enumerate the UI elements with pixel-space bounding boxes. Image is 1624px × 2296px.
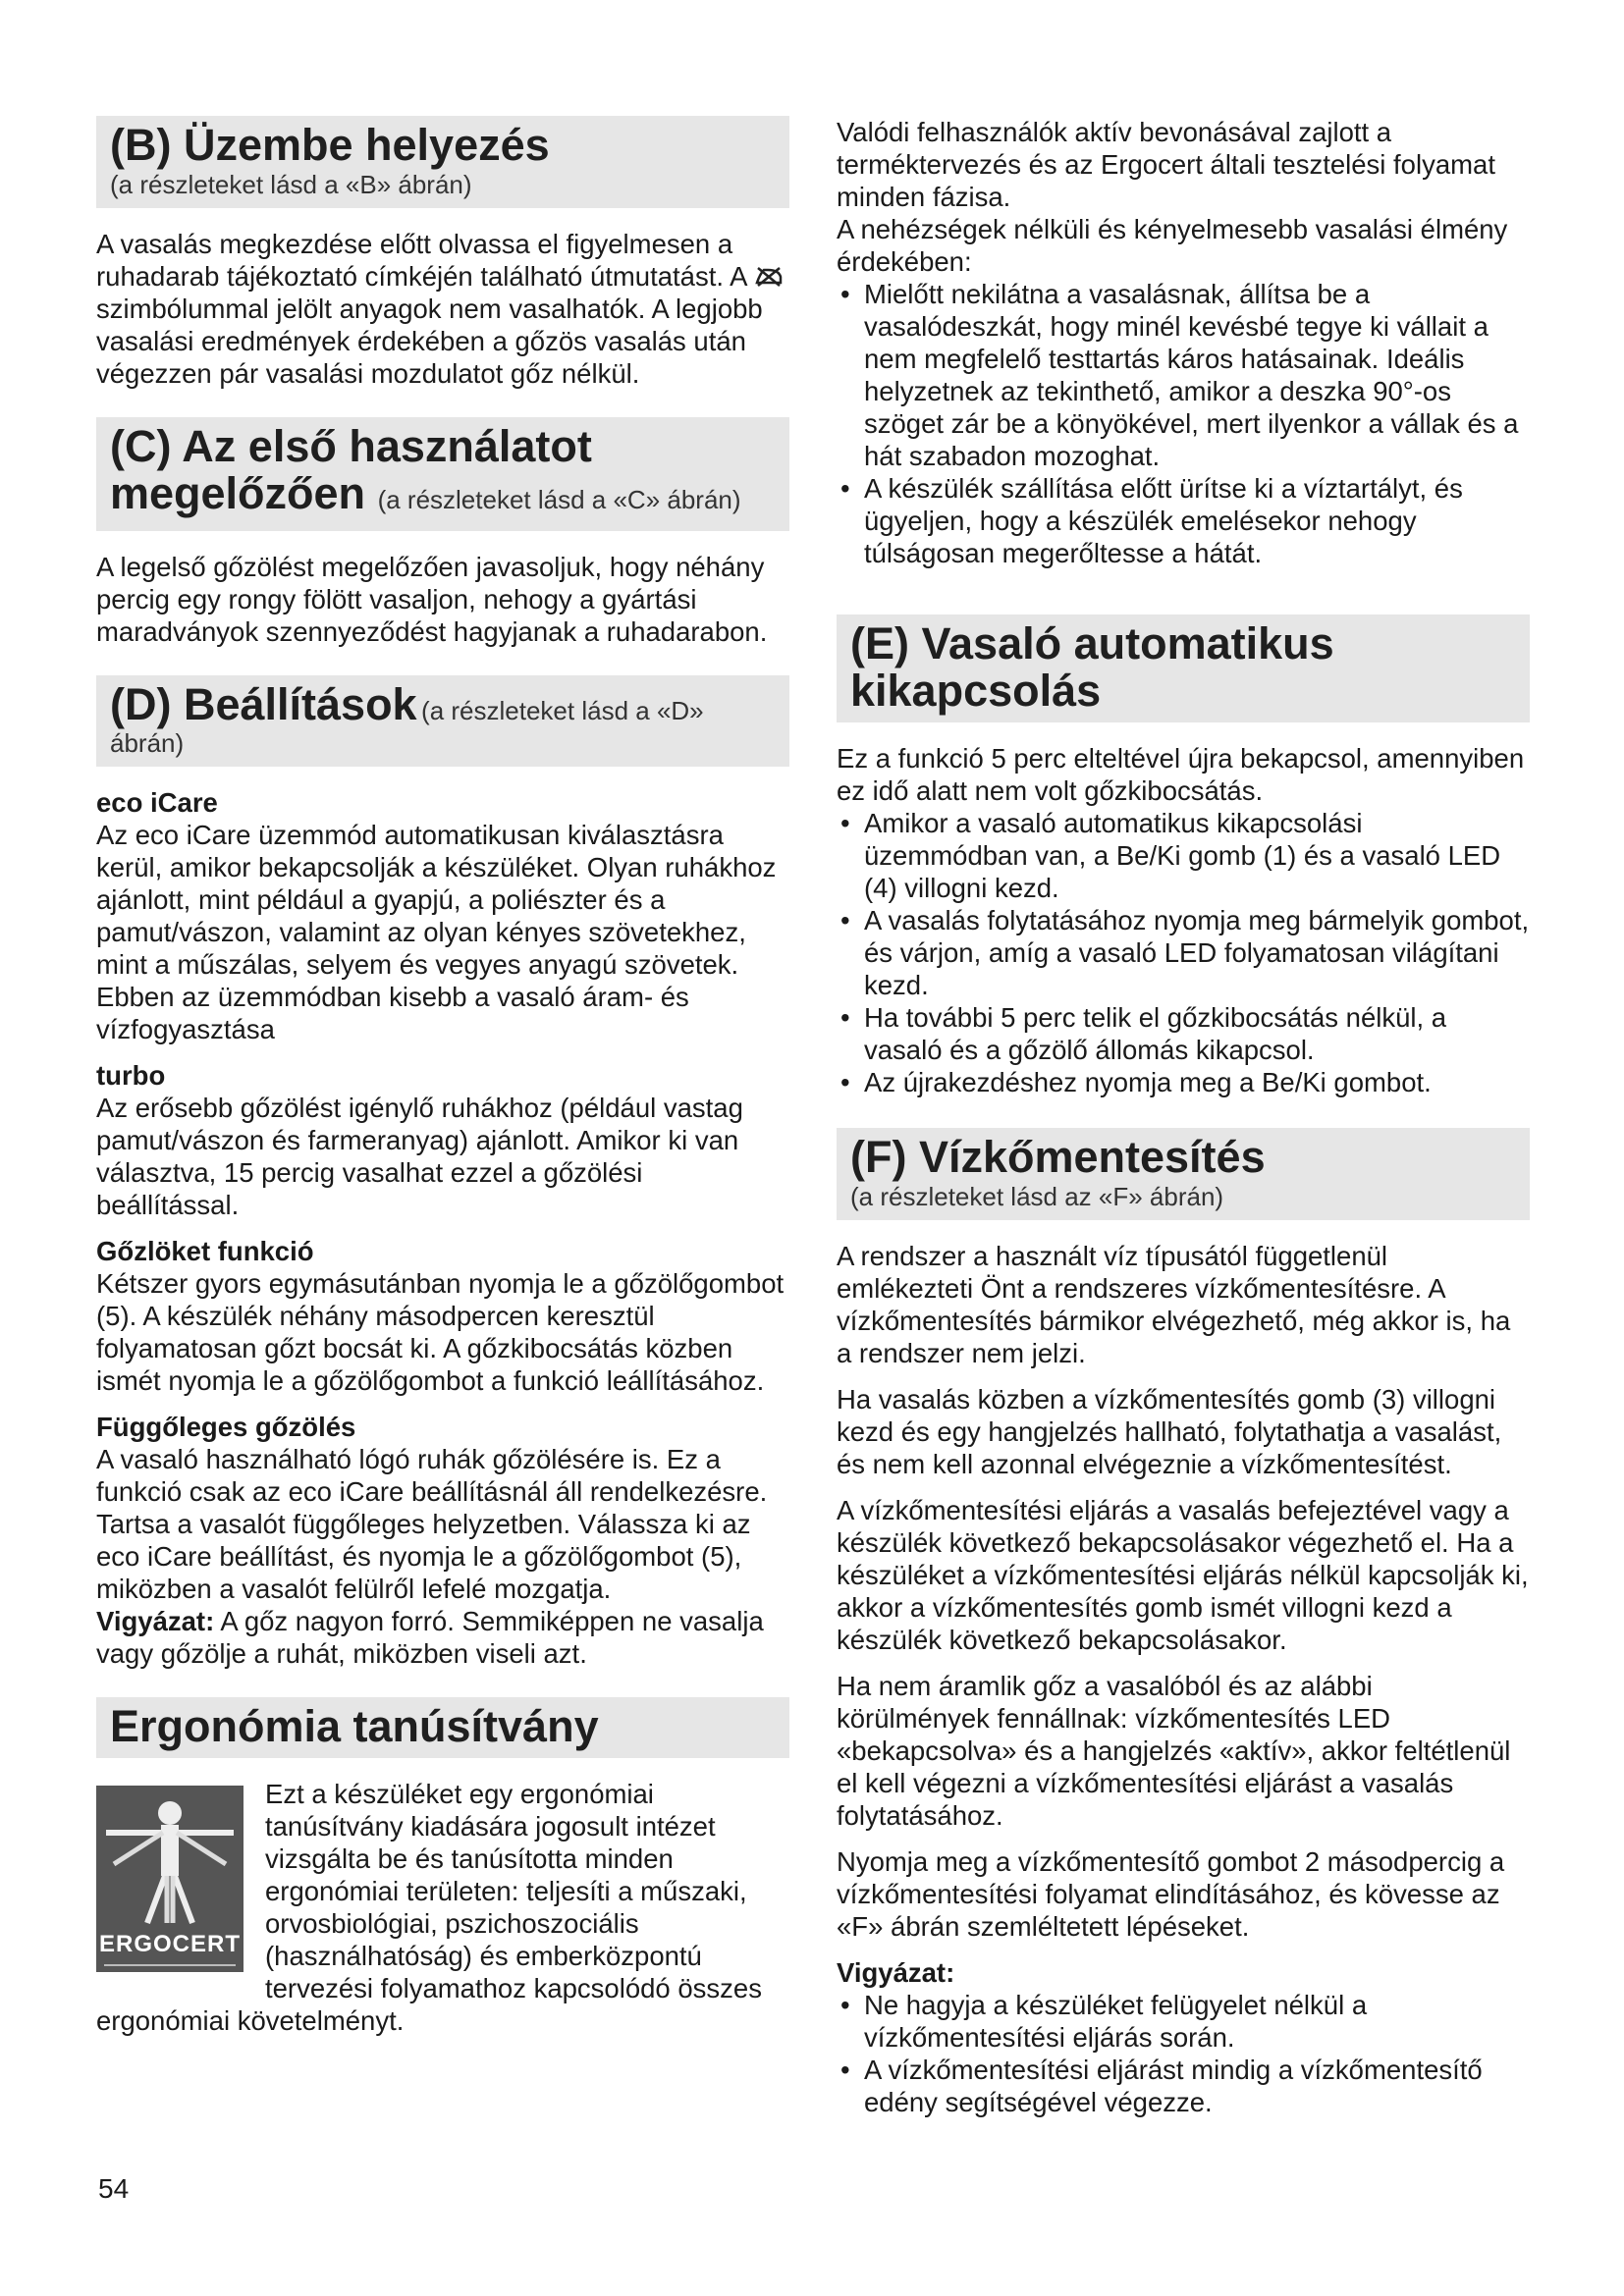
d-warning	[96, 1605, 789, 1670]
section-d-title: (D) Beállítások	[110, 679, 417, 729]
section-f-paragraph-4: Ha nem áramlik gőz a vasalóból és az alábbi körülmények fennállnak: vízkőmentesítés LED «bekapcsolva» és a hangjelzés «aktív», akkor feltétlenül el kell végezni a vízkőmentesítési eljárást a vasalás folytatásához.	[837, 1671, 1511, 1831]
section-f-title: (F) Vízkőmentesítés	[850, 1132, 1266, 1182]
section-b-title: (B) Üzembe helyezés	[110, 120, 550, 170]
ergocert-logo-underline	[104, 1964, 236, 1966]
list-item: • A készülék szállítása előtt ürítse ki a víztartályt, és ügyeljen, hogy a készülék emelésekor nehogy túlságosan megerőltesse a hátát.	[837, 472, 1530, 569]
section-f-paragraph-3: A vízkőmentesítési eljárás a vasalás befejeztével vagy a készülék következő bekapcsolásakor végezhető el. Ha a készüléket a vízkőmentesítési eljárás nélkül kapcsolják ki, akkor a vízkőmentesítés gomb ismét villogni kezd a készülék következő bekapcsolásakor.	[837, 1495, 1529, 1655]
eco-icare-heading: eco iCare	[96, 787, 218, 818]
list-item: • Mielőtt nekilátna a vasalásnak, állítsa be a vasalódeszkát, hogy minél kevésbé tegye ki vállait a nem megfelelő testtartás káros hatásainak. Ideális helyzetnek az tekinthető, amikor a deszka 90°-os szöget zár be a könyökével, mert ilyenkor a vállak és a hát szabadon mozoghat.	[837, 278, 1530, 472]
section-b-paragraph	[96, 228, 789, 390]
list-item: • A vízkőmentesítési eljárást mindig a vízkőmentesítő edény segítségével végezze.	[837, 2054, 1530, 2118]
eco-icare-text: Az eco iCare üzemmód automatikusan kiválasztásra kerül, amikor bekapcsolják a készüléket. Olyan ruhákhoz ajánlott, mint például a gyapjú, a poliészter és a pamut/vászon, valamint az olyan kényes szövetekhez, mint a műszálas, selyem és vegyes anyagú szövetek. Ebben az üzemmódban kisebb a vasaló áram- és vízfogyasztása	[96, 820, 777, 1044]
section-e-title: (E) Vasaló automatikus kikapcsolás	[850, 618, 1334, 716]
section-b-subtitle: (a részleteket lásd a «B» ábrán)	[110, 170, 472, 199]
section-b-text-b: szimbólummal jelölt anyagok nem vasalhatók. A legjobb vasalási eredmények érdekében a gőzös vasalás után végezzen pár vasalási mozdulatot gőz nélkül.	[96, 294, 763, 389]
section-d-header	[96, 675, 789, 767]
intro-paragraph-1: Valódi felhasználók aktív bevonásával zajlott a terméktervezés és az Ergocert általi tesztelési folyamat minden fázisa.	[837, 117, 1495, 212]
section-d-title-line	[110, 681, 776, 759]
gozloket-heading: Gőzlöket funkció	[96, 1236, 314, 1266]
list-item: • Ne hagyja a készüléket felügyelet nélkül a vízkőmentesítési eljárás során.	[837, 1989, 1530, 2054]
section-b-header	[96, 116, 789, 208]
ergo-header	[96, 1697, 789, 1758]
section-f-subtitle: (a részleteket lásd az «F» ábrán)	[850, 1182, 1224, 1211]
ergo-title: Ergonómia tanúsítvány	[110, 1701, 599, 1751]
turbo-heading: turbo	[96, 1060, 166, 1091]
section-c-subtitle: (a részleteket lásd a «C» ábrán)	[377, 485, 741, 514]
d-warning-label: Vigyázat:	[96, 1606, 215, 1636]
left-column	[96, 116, 789, 2051]
section-f-paragraph-2: Ha vasalás közben a vízkőmentesítés gomb (3) villogni kezd és egy hangjelzés hallható, folytathatja a vasalást, és nem kell azonnal elvégeznie a vízkőmentesítést.	[837, 1384, 1502, 1479]
f-warning-list	[837, 1989, 1530, 2118]
section-e-header	[837, 614, 1530, 722]
gozloket-text: Kétszer gyors egymásutánban nyomja le a gőzölőgombot (5). A készülék néhány másodpercen keresztül folyamatosan gőzt bocsát ki. A gőzkibocsátás közben ismét nyomja le a gőzölőgombot a funkció leállításához.	[96, 1268, 785, 1396]
section-f-paragraph-1: A rendszer a használt víz típusától függetlenül emlékezteti Önt a rendszeres vízkőmentesítésre. A vízkőmentesítés bármikor elvégezhető, még akkor is, ha a rendszer nem jelzi.	[837, 1241, 1511, 1368]
section-e-paragraph: Ez a funkció 5 perc elteltével újra bekapcsol, amennyiben ez idő alatt nem volt gőzkibocsátás.	[837, 743, 1525, 806]
section-c-title-word: megelőzően	[110, 468, 366, 518]
section-c-title-line1: (C) Az első használatot	[110, 421, 592, 471]
section-e-list	[837, 807, 1530, 1098]
fuggoleges-heading: Függőleges gőzölés	[96, 1412, 356, 1442]
f-warning-label: Vigyázat:	[837, 1957, 955, 1988]
intro-paragraph-2: A nehézségek nélküli és kényelmesebb vasalási élmény érdekében:	[837, 214, 1508, 277]
ergo-block	[96, 1778, 789, 2051]
no-ironing-icon	[754, 265, 784, 289]
section-f-paragraph-5: Nyomja meg a vízkőmentesítő gombot 2 másodpercig a vízkőmentesítési folyamat elindításához, és kövesse az «F» ábrán szemléltetett lépéseket.	[837, 1846, 1505, 1942]
right-column	[837, 116, 1530, 2132]
section-c-paragraph: A legelső gőzölést megelőzően javasoljuk, hogy néhány percig egy rongy fölött vasaljon, nehogy a gyártási maradványok szennyeződést hagyjanak a ruhadarabon.	[96, 552, 768, 647]
d-warning-text: A gőz nagyon forró. Semmiképpen ne vasalja vagy gőzölje a ruhát, miközben viseli azt.	[96, 1606, 764, 1669]
section-c-title-line2	[110, 470, 776, 523]
intro-list	[837, 278, 1530, 569]
fuggoleges-text: A vasaló használható lógó ruhák gőzölésére is. Ez a funkció csak az eco iCare beállításnál áll rendelkezésre. Tartsa a vasalót függőleges helyzetben. Válassza ki az eco iCare beállítást, és nyomja le a gőzölőgombot (5), miközben a vasalót felülről lefelé mozgatja.	[96, 1444, 768, 1604]
ergocert-logo	[96, 1786, 244, 1972]
section-d-subtitle: (a részleteket lásd a «D» ábrán)	[110, 696, 704, 758]
turbo-text: Az erősebb gőzölést igénylő ruhákhoz (például vastag pamut/vászon és farmeranyag) ajánlott. Amikor ki van választva, 15 percig vasalhat ezzel a gőzölési beállítással.	[96, 1093, 743, 1220]
ergo-text: Ezt a készüléket egy ergonómiai tanúsítvány kiadására jogosult intézet vizsgálta be és tanúsította minden ergonómiai területen: teljesíti a műszaki, orvosbiológiai, pszichoszociális (használhatóság) és emberközpontú tervezési folyamathoz kapcsolódó összes ergonómiai követelményt.	[96, 1779, 762, 2036]
section-c-header	[96, 417, 789, 531]
section-b-text-a: A vasalás megkezdése előtt olvassa el figyelmesen a ruhadarab tájékoztató címkéjén található útmutatást. A	[96, 229, 746, 292]
list-item: • A vasalás folytatásához nyomja meg bármelyik gombot, és várjon, amíg a vasaló LED folyamatosan világítani kezd.	[837, 904, 1530, 1001]
list-item: • Az újrakezdéshez nyomja meg a Be/Ki gombot.	[837, 1066, 1530, 1098]
list-item: • Ha további 5 perc telik el gőzkibocsátás nélkül, a vasaló és a gőzölő állomás kikapcsol.	[837, 1001, 1530, 1066]
ergocert-logo-text: ERGOCERT	[98, 1931, 241, 1957]
list-item: • Amikor a vasaló automatikus kikapcsolási üzemmódban van, a Be/Ki gomb (1) és a vasaló LED (4) villogni kezd.	[837, 807, 1530, 904]
section-f-header	[837, 1128, 1530, 1220]
page-number: 54	[98, 2173, 130, 2204]
